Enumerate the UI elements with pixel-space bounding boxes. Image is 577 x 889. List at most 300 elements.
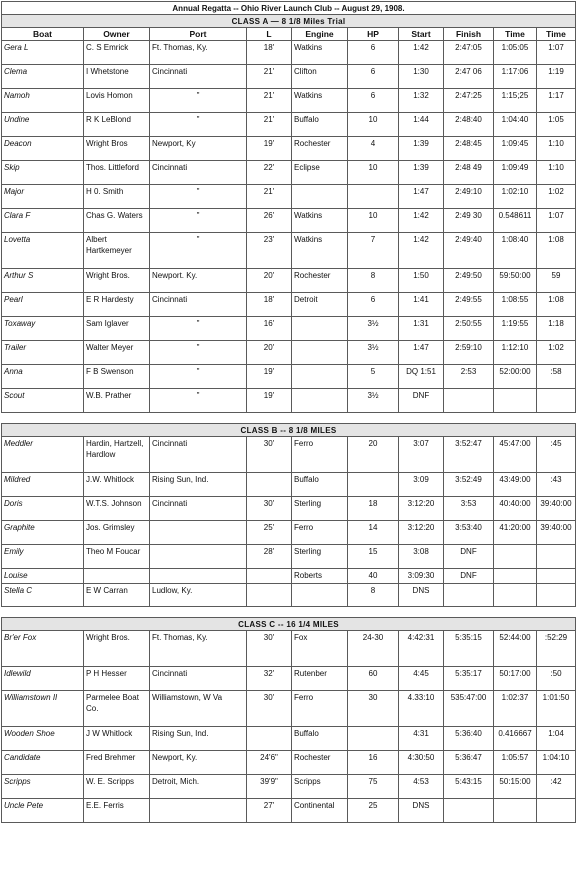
boat-row xyxy=(2,137,576,161)
cell-owner: W.T.S. Johnson xyxy=(84,497,150,521)
cell-hp xyxy=(348,473,399,497)
cell-engine: Sterling xyxy=(292,545,348,569)
cell-boat: Gera L xyxy=(2,41,84,65)
cell-time2: 1:04 xyxy=(537,727,576,751)
cell-time2: :42 xyxy=(537,775,576,799)
cell-port: Cincinnati xyxy=(150,437,247,473)
cell-finish: 5:35:15 xyxy=(444,631,494,667)
boat-row xyxy=(2,113,576,137)
cell-engine xyxy=(292,389,348,413)
cell-l: 26' xyxy=(247,209,292,233)
class-heading: CLASS A — 8 1/8 Miles Trial xyxy=(2,15,576,28)
cell-l: 20' xyxy=(247,269,292,293)
cell-start: 1:42 xyxy=(399,41,444,65)
cell-l: 21' xyxy=(247,65,292,89)
cell-hp: 6 xyxy=(348,293,399,317)
boat-row xyxy=(2,667,576,691)
cell-time: 41:20:00 xyxy=(494,521,537,545)
cell-time2: :45 xyxy=(537,437,576,473)
cell-engine: Detroit xyxy=(292,293,348,317)
cell-finish xyxy=(444,799,494,823)
cell-start: 1:47 xyxy=(399,185,444,209)
cell-time2: 1:10 xyxy=(537,137,576,161)
cell-port: " xyxy=(150,209,247,233)
column-header-time: Time xyxy=(494,28,537,41)
cell-start: 3:12:20 xyxy=(399,521,444,545)
cell-start: 4:53 xyxy=(399,775,444,799)
cell-l: 30' xyxy=(247,437,292,473)
cell-start: 4:45 xyxy=(399,667,444,691)
cell-finish: 3:52:49 xyxy=(444,473,494,497)
cell-l xyxy=(247,473,292,497)
cell-l: 21' xyxy=(247,113,292,137)
cell-boat: Br'er Fox xyxy=(2,631,84,667)
cell-time2: 1:05 xyxy=(537,113,576,137)
boat-row xyxy=(2,437,576,473)
cell-finish xyxy=(444,389,494,413)
cell-time2: 39:40:00 xyxy=(537,521,576,545)
cell-time: 1:08:40 xyxy=(494,233,537,269)
cell-engine: Scripps xyxy=(292,775,348,799)
cell-boat: Lovetta xyxy=(2,233,84,269)
cell-owner: Lovis Homon xyxy=(84,89,150,113)
cell-hp: 10 xyxy=(348,113,399,137)
cell-engine: Ferro xyxy=(292,437,348,473)
column-header-hp: HP xyxy=(348,28,399,41)
cell-owner: W.B. Prather xyxy=(84,389,150,413)
cell-time2 xyxy=(537,584,576,607)
cell-hp: 20 xyxy=(348,437,399,473)
cell-l: 19' xyxy=(247,137,292,161)
boat-row xyxy=(2,269,576,293)
cell-finish: 2:47:05 xyxy=(444,41,494,65)
cell-time2: 1:02 xyxy=(537,185,576,209)
cell-engine: Ferro xyxy=(292,521,348,545)
cell-finish: 2:48:40 xyxy=(444,113,494,137)
cell-port: " xyxy=(150,185,247,209)
cell-port xyxy=(150,545,247,569)
cell-boat: Scripps xyxy=(2,775,84,799)
cell-owner: Jos. Grimsley xyxy=(84,521,150,545)
cell-time: 1:05:57 xyxy=(494,751,537,775)
cell-port: Newport. Ky. xyxy=(150,269,247,293)
spacer-cell xyxy=(2,607,576,618)
cell-engine: Rochester xyxy=(292,269,348,293)
cell-time: 52:00:00 xyxy=(494,365,537,389)
cell-boat: Major xyxy=(2,185,84,209)
cell-engine: Watkins xyxy=(292,89,348,113)
boat-row xyxy=(2,293,576,317)
cell-hp: 75 xyxy=(348,775,399,799)
cell-time2: 59 xyxy=(537,269,576,293)
cell-port: " xyxy=(150,389,247,413)
cell-owner: H 0. Smith xyxy=(84,185,150,209)
cell-l: 39'9" xyxy=(247,775,292,799)
cell-owner: E.E. Ferris xyxy=(84,799,150,823)
cell-owner: Theo M Foucar xyxy=(84,545,150,569)
cell-time xyxy=(494,569,537,584)
cell-time xyxy=(494,584,537,607)
cell-owner: Hardin, Hartzell, Hardlow xyxy=(84,437,150,473)
cell-time2: :58 xyxy=(537,365,576,389)
cell-time: 50:17:00 xyxy=(494,667,537,691)
cell-start: 1:32 xyxy=(399,89,444,113)
cell-port: Ft. Thomas, Ky. xyxy=(150,631,247,667)
cell-port xyxy=(150,799,247,823)
boat-row xyxy=(2,473,576,497)
column-header-time2: Time xyxy=(537,28,576,41)
cell-finish: DNF xyxy=(444,545,494,569)
cell-engine: Buffalo xyxy=(292,727,348,751)
cell-owner: Thos. Littleford xyxy=(84,161,150,185)
cell-owner: Chas G. Waters xyxy=(84,209,150,233)
cell-time2: 1:17 xyxy=(537,89,576,113)
cell-boat: Stella C xyxy=(2,584,84,607)
cell-engine: Watkins xyxy=(292,209,348,233)
cell-start: 1:42 xyxy=(399,209,444,233)
cell-l: 19' xyxy=(247,389,292,413)
cell-finish: 5:36:40 xyxy=(444,727,494,751)
cell-hp: 7 xyxy=(348,233,399,269)
cell-port xyxy=(150,521,247,545)
cell-finish: 2:49:50 xyxy=(444,269,494,293)
cell-port: Cincinnati xyxy=(150,161,247,185)
cell-hp: 15 xyxy=(348,545,399,569)
cell-hp: 18 xyxy=(348,497,399,521)
cell-port: " xyxy=(150,317,247,341)
cell-time2 xyxy=(537,799,576,823)
cell-l: 30' xyxy=(247,691,292,727)
cell-finish: 5:36:47 xyxy=(444,751,494,775)
cell-owner: Sam Iglaver xyxy=(84,317,150,341)
cell-boat: Clema xyxy=(2,65,84,89)
cell-start: 4:42:31 xyxy=(399,631,444,667)
class-heading: CLASS C -- 16 1/4 MILES xyxy=(2,618,576,631)
cell-time: 1:12:10 xyxy=(494,341,537,365)
cell-hp: 8 xyxy=(348,269,399,293)
cell-owner: J.W. Whitlock xyxy=(84,473,150,497)
spacer-cell xyxy=(2,413,576,424)
cell-time xyxy=(494,799,537,823)
cell-time2: 1:08 xyxy=(537,233,576,269)
boat-row xyxy=(2,497,576,521)
cell-l: 21' xyxy=(247,89,292,113)
cell-hp xyxy=(348,185,399,209)
cell-finish: 2:59:10 xyxy=(444,341,494,365)
cell-hp: 24-30 xyxy=(348,631,399,667)
column-header-port: Port xyxy=(150,28,247,41)
cell-boat: Namoh xyxy=(2,89,84,113)
cell-engine: Fox xyxy=(292,631,348,667)
cell-hp: 25 xyxy=(348,799,399,823)
cell-start: 1:39 xyxy=(399,161,444,185)
cell-engine: Buffalo xyxy=(292,473,348,497)
cell-engine xyxy=(292,365,348,389)
cell-finish: 5:35:17 xyxy=(444,667,494,691)
cell-time: 1:17:06 xyxy=(494,65,537,89)
cell-hp: 60 xyxy=(348,667,399,691)
cell-start: 3:07 xyxy=(399,437,444,473)
cell-port: Ludlow, Ky. xyxy=(150,584,247,607)
cell-finish: 2:49:55 xyxy=(444,293,494,317)
cell-time2 xyxy=(537,389,576,413)
cell-engine: Clifton xyxy=(292,65,348,89)
cell-start: 4.33:10 xyxy=(399,691,444,727)
cell-time2 xyxy=(537,545,576,569)
cell-time: 1:08:55 xyxy=(494,293,537,317)
boat-row xyxy=(2,65,576,89)
cell-finish: 535:47:00 xyxy=(444,691,494,727)
class-heading-row xyxy=(2,618,576,631)
cell-finish: 3:53 xyxy=(444,497,494,521)
cell-finish: 2:49:40 xyxy=(444,233,494,269)
cell-owner: E R Hardesty xyxy=(84,293,150,317)
cell-l: 22' xyxy=(247,161,292,185)
cell-time2: 1:18 xyxy=(537,317,576,341)
boat-row xyxy=(2,233,576,269)
cell-l: 27' xyxy=(247,799,292,823)
cell-engine: Watkins xyxy=(292,233,348,269)
cell-boat: Candidate xyxy=(2,751,84,775)
cell-time xyxy=(494,389,537,413)
class-heading-row xyxy=(2,424,576,437)
cell-finish xyxy=(444,584,494,607)
cell-owner: Walter Meyer xyxy=(84,341,150,365)
cell-hp: 6 xyxy=(348,41,399,65)
cell-hp: 5 xyxy=(348,365,399,389)
cell-start: 4:31 xyxy=(399,727,444,751)
cell-engine xyxy=(292,185,348,209)
cell-port: Rising Sun, Ind. xyxy=(150,473,247,497)
boat-row xyxy=(2,799,576,823)
boat-row xyxy=(2,209,576,233)
cell-time2: :43 xyxy=(537,473,576,497)
cell-finish: 3:53:40 xyxy=(444,521,494,545)
cell-time: 43:49:00 xyxy=(494,473,537,497)
results-table xyxy=(1,1,576,823)
column-header-boat: Boat xyxy=(2,28,84,41)
cell-finish: 2:48:45 xyxy=(444,137,494,161)
cell-start: 1:30 xyxy=(399,65,444,89)
cell-start: 1:47 xyxy=(399,341,444,365)
cell-start: 1:44 xyxy=(399,113,444,137)
cell-start: 1:41 xyxy=(399,293,444,317)
cell-boat: Trailer xyxy=(2,341,84,365)
cell-finish: 2:47:25 xyxy=(444,89,494,113)
boat-row xyxy=(2,389,576,413)
cell-engine: Roberts xyxy=(292,569,348,584)
cell-engine: Watkins xyxy=(292,41,348,65)
cell-owner: W. E. Scripps xyxy=(84,775,150,799)
cell-time: 1:09:45 xyxy=(494,137,537,161)
boat-row xyxy=(2,775,576,799)
cell-start: DNS xyxy=(399,584,444,607)
cell-start: DQ 1:51 xyxy=(399,365,444,389)
cell-l: 30' xyxy=(247,631,292,667)
cell-engine: Eclipse xyxy=(292,161,348,185)
document-title: Annual Regatta -- Ohio River Launch Club -- August 29, 1908. xyxy=(2,2,576,15)
cell-owner: Parmelee Boat Co. xyxy=(84,691,150,727)
boat-row xyxy=(2,631,576,667)
cell-owner: R K LeBlond xyxy=(84,113,150,137)
cell-engine xyxy=(292,584,348,607)
cell-finish: 2:53 xyxy=(444,365,494,389)
cell-hp: 14 xyxy=(348,521,399,545)
cell-owner: Wright Bros xyxy=(84,137,150,161)
cell-l: 18' xyxy=(247,293,292,317)
cell-engine: Buffalo xyxy=(292,113,348,137)
cell-boat: Doris xyxy=(2,497,84,521)
cell-l: 21' xyxy=(247,185,292,209)
boat-row xyxy=(2,185,576,209)
cell-port: Cincinnati xyxy=(150,497,247,521)
cell-start: 1:39 xyxy=(399,137,444,161)
cell-finish: 3:52:47 xyxy=(444,437,494,473)
cell-hp: 40 xyxy=(348,569,399,584)
cell-time: 1:02:10 xyxy=(494,185,537,209)
cell-time: 1:15;25 xyxy=(494,89,537,113)
cell-start: 1:42 xyxy=(399,233,444,269)
cell-time2: 1:04:10 xyxy=(537,751,576,775)
cell-l: 20' xyxy=(247,341,292,365)
cell-port: Newport, Ky. xyxy=(150,751,247,775)
cell-time: 1:19:55 xyxy=(494,317,537,341)
cell-l: 30' xyxy=(247,497,292,521)
cell-owner xyxy=(84,569,150,584)
cell-hp: 30 xyxy=(348,691,399,727)
cell-l: 25' xyxy=(247,521,292,545)
cell-port: Rising Sun, Ind. xyxy=(150,727,247,751)
cell-time: 1:05:05 xyxy=(494,41,537,65)
cell-time2: 1:08 xyxy=(537,293,576,317)
cell-finish: 2:48 49 xyxy=(444,161,494,185)
cell-time2: 1:01:50 xyxy=(537,691,576,727)
cell-boat: Idlewild xyxy=(2,667,84,691)
boat-row xyxy=(2,584,576,607)
cell-start: 3:12:20 xyxy=(399,497,444,521)
cell-start: DNF xyxy=(399,389,444,413)
cell-hp: 6 xyxy=(348,89,399,113)
cell-boat: Clara F xyxy=(2,209,84,233)
cell-start: 1:50 xyxy=(399,269,444,293)
boat-row xyxy=(2,341,576,365)
cell-port: " xyxy=(150,341,247,365)
cell-hp: 3½ xyxy=(348,389,399,413)
cell-l: 18' xyxy=(247,41,292,65)
cell-finish: 5:43:15 xyxy=(444,775,494,799)
cell-time: 59:50:00 xyxy=(494,269,537,293)
cell-time: 52:44:00 xyxy=(494,631,537,667)
cell-l: 16' xyxy=(247,317,292,341)
cell-l: 28' xyxy=(247,545,292,569)
cell-boat: Anna xyxy=(2,365,84,389)
cell-port: " xyxy=(150,365,247,389)
cell-time2: 1:02 xyxy=(537,341,576,365)
cell-boat: Deacon xyxy=(2,137,84,161)
cell-finish: 2:49:10 xyxy=(444,185,494,209)
boat-row xyxy=(2,521,576,545)
cell-time: 40:40:00 xyxy=(494,497,537,521)
cell-finish: 2:47 06 xyxy=(444,65,494,89)
cell-time: 0.548611 xyxy=(494,209,537,233)
boat-row xyxy=(2,161,576,185)
cell-owner: J W Whitlock xyxy=(84,727,150,751)
cell-boat: Williamstown II xyxy=(2,691,84,727)
boat-row xyxy=(2,727,576,751)
cell-finish: 2:49 30 xyxy=(444,209,494,233)
cell-boat: Meddler xyxy=(2,437,84,473)
cell-hp: 3½ xyxy=(348,317,399,341)
section-spacer xyxy=(2,607,576,618)
cell-l: 32' xyxy=(247,667,292,691)
cell-time2: :50 xyxy=(537,667,576,691)
cell-engine: Ferro xyxy=(292,691,348,727)
cell-time: 50:15:00 xyxy=(494,775,537,799)
cell-engine: Rutenber xyxy=(292,667,348,691)
cell-owner: Wright Bros. xyxy=(84,269,150,293)
cell-owner: F B Swenson xyxy=(84,365,150,389)
cell-port: Cincinnati xyxy=(150,65,247,89)
cell-hp: 10 xyxy=(348,209,399,233)
cell-hp: 16 xyxy=(348,751,399,775)
cell-start: 3:09 xyxy=(399,473,444,497)
cell-port: Ft. Thomas, Ky. xyxy=(150,41,247,65)
cell-l: 24'6" xyxy=(247,751,292,775)
cell-time xyxy=(494,545,537,569)
cell-time2: :52:29 xyxy=(537,631,576,667)
cell-engine: Rochester xyxy=(292,137,348,161)
cell-finish: 2:50:55 xyxy=(444,317,494,341)
title-row xyxy=(2,2,576,15)
cell-port: " xyxy=(150,113,247,137)
cell-port: " xyxy=(150,233,247,269)
class-heading-row xyxy=(2,15,576,28)
column-header-finish: Finish xyxy=(444,28,494,41)
cell-time: 1:04:40 xyxy=(494,113,537,137)
cell-start: DNS xyxy=(399,799,444,823)
boat-row xyxy=(2,545,576,569)
section-spacer xyxy=(2,413,576,424)
cell-hp xyxy=(348,727,399,751)
cell-boat: Skip xyxy=(2,161,84,185)
cell-hp: 8 xyxy=(348,584,399,607)
cell-time2: 1:07 xyxy=(537,41,576,65)
cell-l xyxy=(247,584,292,607)
column-header-engine: Engine xyxy=(292,28,348,41)
cell-boat: Wooden Shoe xyxy=(2,727,84,751)
cell-start: 3:08 xyxy=(399,545,444,569)
cell-owner: E W Carran xyxy=(84,584,150,607)
cell-time: 0.416667 xyxy=(494,727,537,751)
regatta-results-sheet xyxy=(1,1,575,823)
boat-row xyxy=(2,317,576,341)
boat-row xyxy=(2,41,576,65)
cell-time2 xyxy=(537,569,576,584)
cell-time2: 1:07 xyxy=(537,209,576,233)
cell-port: Cincinnati xyxy=(150,667,247,691)
cell-boat: Toxaway xyxy=(2,317,84,341)
cell-engine: Rochester xyxy=(292,751,348,775)
cell-l: 19' xyxy=(247,365,292,389)
cell-boat: Pearl xyxy=(2,293,84,317)
cell-hp: 10 xyxy=(348,161,399,185)
cell-engine: Continental xyxy=(292,799,348,823)
cell-hp: 6 xyxy=(348,65,399,89)
boat-row xyxy=(2,569,576,584)
cell-l xyxy=(247,727,292,751)
cell-boat: Louise xyxy=(2,569,84,584)
cell-boat: Scout xyxy=(2,389,84,413)
